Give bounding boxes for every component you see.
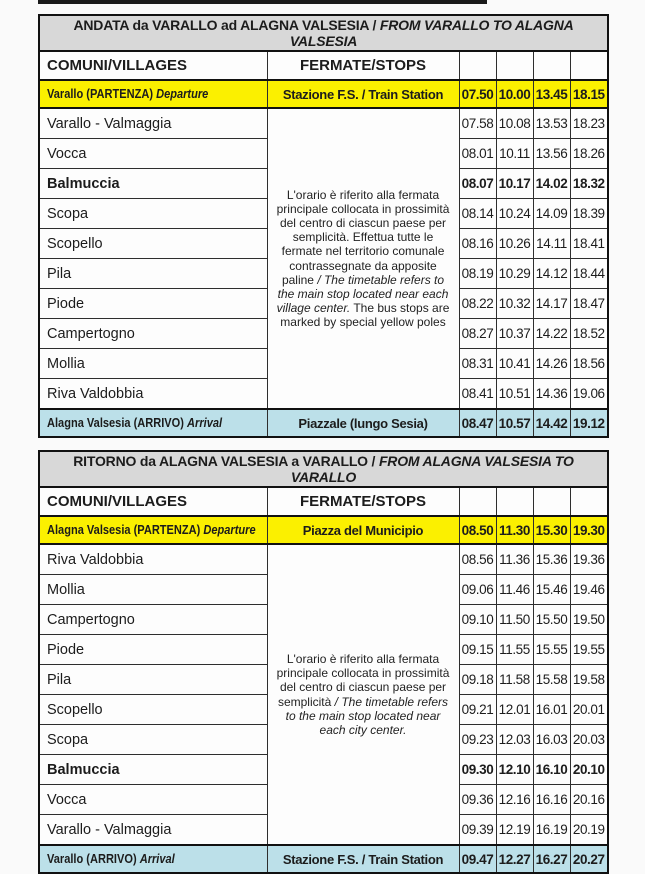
andata-table (38, 14, 609, 438)
departure-name-cell (39, 516, 267, 544)
arrival-name: Alagna Valsesia (ARRIVO) Arrival (47, 415, 223, 430)
time-cell: 09.15 (459, 635, 496, 665)
time-cell: 20.01 (570, 695, 608, 725)
village-name-cell: Riva Valdobbia (39, 379, 267, 410)
time-column-header (570, 487, 608, 516)
time-cell: 11.46 (496, 575, 533, 605)
time-cell: 16.27 (533, 845, 570, 873)
departure-stop-cell: Piazza del Municipio (267, 516, 459, 544)
table-row (39, 544, 608, 575)
village-name-cell: Varallo - Valmaggia (39, 815, 267, 846)
arrival-name-cell (39, 845, 267, 873)
time-cell: 18.23 (570, 108, 608, 139)
time-cell: 18.52 (570, 319, 608, 349)
time-column-header (533, 51, 570, 80)
time-cell: 11.50 (496, 605, 533, 635)
time-cell: 10.29 (496, 259, 533, 289)
village-name-cell: Mollia (39, 575, 267, 605)
andata-header-row (39, 51, 608, 80)
time-column-header (533, 487, 570, 516)
time-cell: 19.58 (570, 665, 608, 695)
andata-title (39, 15, 608, 51)
time-cell: 19.55 (570, 635, 608, 665)
village-name-cell: Vocca (39, 139, 267, 169)
time-cell: 09.36 (459, 785, 496, 815)
time-cell: 19.50 (570, 605, 608, 635)
time-column-header (570, 51, 608, 80)
time-cell: 19.30 (570, 516, 608, 544)
time-cell: 12.01 (496, 695, 533, 725)
time-cell: 12.10 (496, 755, 533, 785)
time-cell: 18.39 (570, 199, 608, 229)
time-column-header (496, 487, 533, 516)
departure-stop-cell: Stazione F.S. / Train Station (267, 80, 459, 108)
time-cell: 18.41 (570, 229, 608, 259)
time-cell: 08.07 (459, 169, 496, 199)
time-cell: 15.55 (533, 635, 570, 665)
village-name-cell: Riva Valdobbia (39, 544, 267, 575)
time-column-header (459, 51, 496, 80)
time-cell: 08.19 (459, 259, 496, 289)
time-cell: 10.32 (496, 289, 533, 319)
time-cell: 12.03 (496, 725, 533, 755)
time-cell: 18.15 (570, 80, 608, 108)
time-cell: 14.17 (533, 289, 570, 319)
time-cell: 13.56 (533, 139, 570, 169)
time-column-header (496, 51, 533, 80)
time-cell: 10.17 (496, 169, 533, 199)
time-cell: 08.27 (459, 319, 496, 349)
village-name-cell: Piode (39, 289, 267, 319)
time-cell: 10.00 (496, 80, 533, 108)
time-cell: 07.50 (459, 80, 496, 108)
time-cell: 09.39 (459, 815, 496, 846)
time-cell: 16.03 (533, 725, 570, 755)
time-cell: 19.06 (570, 379, 608, 410)
time-cell: 10.41 (496, 349, 533, 379)
note-english-italic: / The timetable refers to the main stop located near each city center. (285, 694, 449, 737)
time-cell: 08.50 (459, 516, 496, 544)
departure-name: Varallo (PARTENZA) Departure (47, 86, 209, 101)
time-cell: 19.12 (570, 409, 608, 437)
time-cell: 16.19 (533, 815, 570, 846)
andata-title-main: ANDATA da VARALLO ad ALAGNA VALSESIA / (73, 17, 377, 33)
time-cell: 18.32 (570, 169, 608, 199)
village-name-cell: Varallo - Valmaggia (39, 108, 267, 139)
arrival-name: Varallo (ARRIVO) Arrival (47, 851, 175, 866)
time-cell: 14.12 (533, 259, 570, 289)
departure-name-cell (39, 80, 267, 108)
time-cell: 11.55 (496, 635, 533, 665)
arrival-name-cell (39, 409, 267, 437)
ritorno-title-main: RITORNO da ALAGNA VALSESIA a VARALLO / (73, 453, 376, 469)
village-name-cell: Scopa (39, 725, 267, 755)
time-cell: 09.30 (459, 755, 496, 785)
arrival-stop-cell: Stazione F.S. / Train Station (267, 845, 459, 873)
time-cell: 15.30 (533, 516, 570, 544)
time-cell: 19.46 (570, 575, 608, 605)
andata-title-row (39, 15, 608, 51)
time-cell: 16.10 (533, 755, 570, 785)
time-cell: 15.58 (533, 665, 570, 695)
time-cell: 12.27 (496, 845, 533, 873)
time-column-header (459, 487, 496, 516)
andata-departure-row (39, 80, 608, 108)
time-cell: 13.45 (533, 80, 570, 108)
ritorno-departure-row (39, 516, 608, 544)
time-cell: 08.01 (459, 139, 496, 169)
note-english-regular: The bus stops are marked by special yellow poles (280, 300, 450, 330)
village-name-cell: Piode (39, 635, 267, 665)
time-cell: 08.47 (459, 409, 496, 437)
time-cell: 12.19 (496, 815, 533, 846)
time-cell: 16.16 (533, 785, 570, 815)
time-cell: 18.26 (570, 139, 608, 169)
note-italian: L'orario è riferito alla fermata principale collocata in prossimità del centro di ciascun paese per semplicità. Effettua tutte le fermate nel territorio comunale contrassegnate da apposite paline (276, 187, 450, 287)
time-cell: 09.18 (459, 665, 496, 695)
andata-arrival-row (39, 409, 608, 437)
time-cell: 14.36 (533, 379, 570, 410)
village-name-cell: Pila (39, 665, 267, 695)
time-cell: 10.26 (496, 229, 533, 259)
fermate-column-header: FERMATE/STOPS (267, 51, 459, 80)
time-cell: 14.26 (533, 349, 570, 379)
ritorno-title-row (39, 451, 608, 487)
time-cell: 13.53 (533, 108, 570, 139)
note-english-italic: / The timetable refers to the main stop located near each village center. (276, 272, 449, 315)
time-cell: 09.06 (459, 575, 496, 605)
note-cell (267, 544, 459, 845)
fermate-column-header: FERMATE/STOPS (267, 487, 459, 516)
village-name-cell: Balmuccia (39, 755, 267, 785)
time-cell: 10.51 (496, 379, 533, 410)
ritorno-title-english: FROM ALAGNA VALSESIA TO VARALLO (290, 453, 574, 485)
time-cell: 14.42 (533, 409, 570, 437)
time-cell: 15.46 (533, 575, 570, 605)
time-cell: 10.08 (496, 108, 533, 139)
arrival-stop-cell: Piazzale (lungo Sesia) (267, 409, 459, 437)
time-cell: 10.11 (496, 139, 533, 169)
time-cell: 18.44 (570, 259, 608, 289)
time-cell: 14.02 (533, 169, 570, 199)
time-cell: 19.36 (570, 544, 608, 575)
time-cell: 11.36 (496, 544, 533, 575)
note-cell (267, 108, 459, 409)
time-cell: 09.23 (459, 725, 496, 755)
time-cell: 15.36 (533, 544, 570, 575)
time-cell: 10.24 (496, 199, 533, 229)
note-italian: L'orario è riferito alla fermata principale collocata in prossimità del centro di ciascun paese per semplicità (276, 652, 450, 709)
time-cell: 20.10 (570, 755, 608, 785)
time-cell: 09.10 (459, 605, 496, 635)
time-cell: 12.16 (496, 785, 533, 815)
time-cell: 11.58 (496, 665, 533, 695)
time-cell: 20.16 (570, 785, 608, 815)
village-name-cell: Campertogno (39, 319, 267, 349)
table-row (39, 108, 608, 139)
time-cell: 08.22 (459, 289, 496, 319)
time-cell: 08.56 (459, 544, 496, 575)
andata-title-english: FROM VARALLO TO ALAGNA VALSESIA (289, 17, 574, 49)
village-name-cell: Scopa (39, 199, 267, 229)
time-cell: 09.47 (459, 845, 496, 873)
time-cell: 08.14 (459, 199, 496, 229)
ritorno-arrival-row (39, 845, 608, 873)
departure-name: Alagna Valsesia (PARTENZA) Departure (47, 522, 256, 537)
time-cell: 11.30 (496, 516, 533, 544)
time-cell: 09.21 (459, 695, 496, 725)
village-name-cell: Scopello (39, 695, 267, 725)
time-cell: 15.50 (533, 605, 570, 635)
time-cell: 20.03 (570, 725, 608, 755)
ritorno-header-row (39, 487, 608, 516)
time-cell: 18.56 (570, 349, 608, 379)
village-name-cell: Campertogno (39, 605, 267, 635)
village-name-cell: Scopello (39, 229, 267, 259)
time-cell: 14.11 (533, 229, 570, 259)
time-cell: 16.01 (533, 695, 570, 725)
comuni-column-header: COMUNI/VILLAGES (39, 487, 267, 516)
time-cell: 08.31 (459, 349, 496, 379)
village-name-cell: Mollia (39, 349, 267, 379)
ritorno-table (38, 450, 609, 874)
ritorno-title (39, 451, 608, 487)
village-name-cell: Balmuccia (39, 169, 267, 199)
time-cell: 20.27 (570, 845, 608, 873)
comuni-column-header: COMUNI/VILLAGES (39, 51, 267, 80)
time-cell: 07.58 (459, 108, 496, 139)
time-cell: 18.47 (570, 289, 608, 319)
village-name-cell: Pila (39, 259, 267, 289)
time-cell: 08.16 (459, 229, 496, 259)
cropped-top-border (38, 0, 487, 4)
time-cell: 08.41 (459, 379, 496, 410)
time-cell: 20.19 (570, 815, 608, 846)
village-name-cell: Vocca (39, 785, 267, 815)
time-cell: 14.09 (533, 199, 570, 229)
time-cell: 10.37 (496, 319, 533, 349)
time-cell: 10.57 (496, 409, 533, 437)
time-cell: 14.22 (533, 319, 570, 349)
